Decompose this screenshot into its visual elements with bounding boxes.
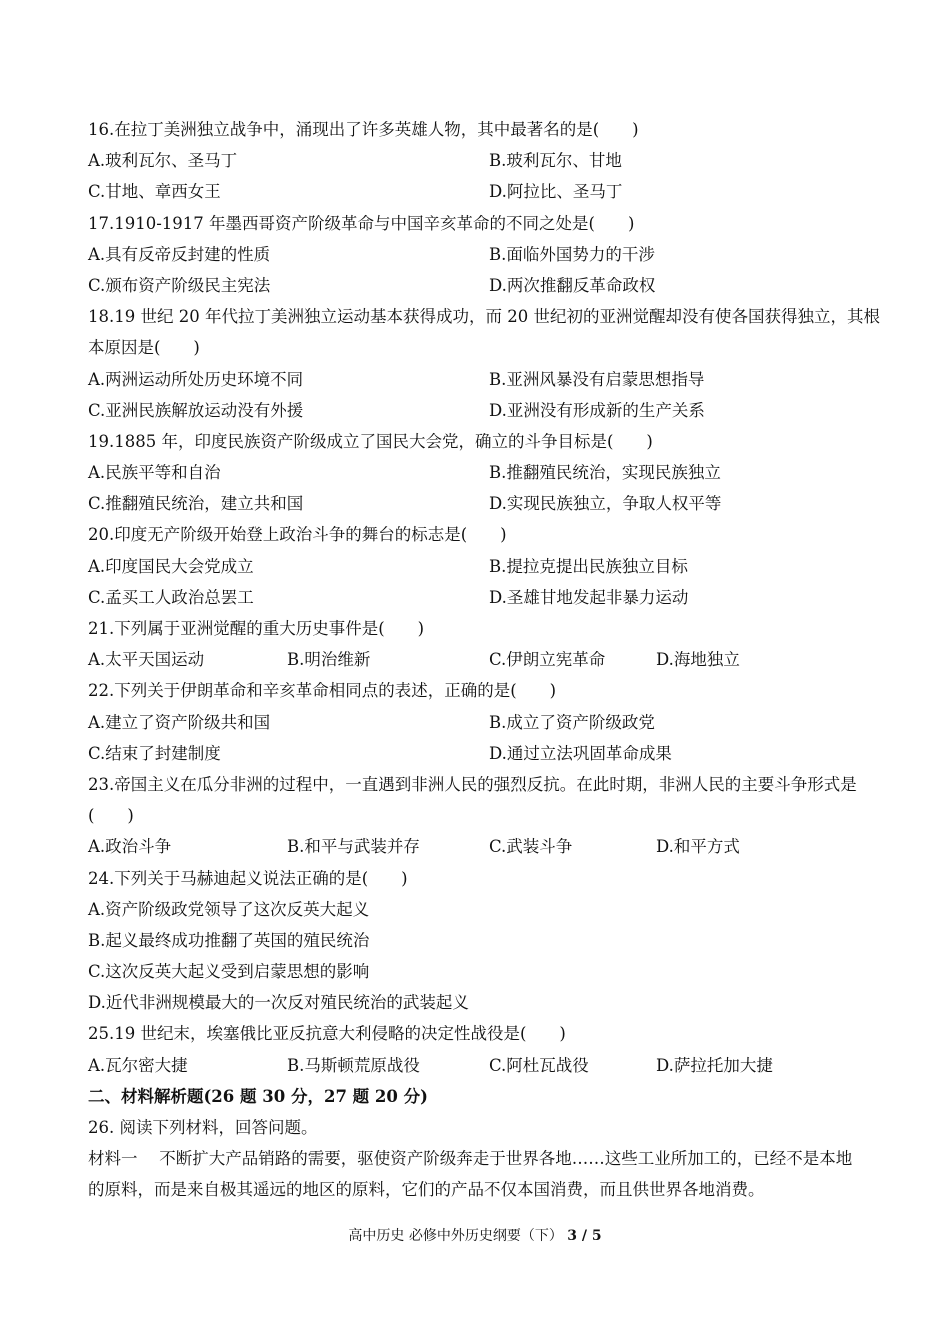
option-d: D.萨拉托加大捷 (656, 1055, 773, 1075)
option-b: B.和平与武装并存 (287, 837, 420, 857)
question-24-stem: 24.下列关于马赫迪起义说法正确的是( ) (88, 868, 408, 888)
option-a: A.民族平等和自治 (88, 463, 221, 483)
option-c: C.推翻殖民统治，建立共和国 (88, 494, 304, 514)
option-b: B.明治维新 (287, 650, 371, 670)
question-23-options (88, 831, 868, 862)
question-22-stem: 22.下列关于伊朗革命和辛亥革命相同点的表述，正确的是( ) (88, 681, 557, 701)
question-18-options-row2 (88, 395, 868, 426)
page-number: 3 / 5 (567, 1228, 602, 1244)
question-25-options (88, 1050, 868, 1081)
option-b: B.起义最终成功推翻了英国的殖民统治 (88, 930, 370, 950)
question-20-options-row1 (88, 551, 868, 582)
option-a: A.具有反帝反封建的性质 (88, 244, 271, 264)
question-19-options-row2 (88, 488, 868, 519)
question-23-stem-line1: 23.帝国主义在瓜分非洲的过程中，一直遇到非洲人民的强烈反抗。在此时期，非洲人民的主要斗争形式是 (88, 774, 857, 794)
option-c: C.亚洲民族解放运动没有外援 (88, 400, 304, 420)
option-d: D.两次推翻反革命政权 (489, 275, 656, 295)
question-18-stem-line2: 本原因是( ) (88, 338, 200, 358)
option-d: D.亚洲没有形成新的生产关系 (489, 400, 705, 420)
question-17-stem: 17.1910-1917 年墨西哥资产阶级革命与中国辛亥革命的不同之处是( ) (88, 213, 635, 233)
option-c: C.甘地、章西女王 (88, 182, 221, 202)
option-c: C.孟买工人政治总罢工 (88, 587, 254, 607)
question-18-stem-line1: 18.19 世纪 20 年代拉丁美洲独立运动基本获得成功，而 20 世纪初的亚洲觉醒却没有使各国获得独立，其根 (88, 307, 880, 327)
option-b: B.推翻殖民统治，实现民族独立 (489, 463, 721, 483)
question-18-options-row1 (88, 364, 868, 395)
question-16-options-row1 (88, 145, 868, 176)
option-a: A.玻利瓦尔、圣马丁 (88, 151, 238, 171)
option-a: A.两洲运动所处历史环境不同 (88, 369, 304, 389)
question-22-options-row2 (88, 738, 868, 769)
section-2-heading: 二、材料解析题(26 题 30 分，27 题 20 分) (88, 1086, 428, 1106)
question-21-stem: 21.下列属于亚洲觉醒的重大历史事件是( ) (88, 619, 425, 638)
option-a: A.印度国民大会党成立 (88, 556, 254, 576)
option-b: B.提拉克提出民族独立目标 (489, 556, 688, 576)
option-c: C.武装斗争 (489, 837, 573, 857)
option-d: D.实现民族独立，争取人权平等 (489, 494, 722, 514)
option-c: C.颁布资产阶级民主宪法 (88, 275, 271, 295)
option-d: D.圣雄甘地发起非暴力运动 (489, 587, 689, 607)
option-a: A.太平天国运动 (88, 650, 205, 670)
material-1-line2: 的原料，而是来自极其遥远的地区的原料，它们的产品不仅本国消费，而且供世界各地消费。 (88, 1180, 765, 1200)
material-1-line1: 材料一 不断扩大产品销路的需要，驱使资产阶级奔走于世界各地……这些工业所加工的，已经不是本地 (88, 1149, 853, 1169)
question-16-options-row2 (88, 176, 868, 207)
option-c: C.这次反英大起义受到启蒙思想的影响 (88, 962, 370, 982)
page-footer (0, 1225, 950, 1245)
question-16-stem: 16.在拉丁美洲独立战争中，涌现出了许多英雄人物，其中最著名的是( ) (88, 120, 639, 139)
question-17-options-row1 (88, 239, 868, 270)
option-a: A.建立了资产阶级共和国 (88, 712, 271, 732)
option-c: C.伊朗立宪革命 (489, 650, 606, 670)
question-19-options-row1 (88, 457, 868, 488)
option-b: B.面临外国势力的干涉 (489, 244, 655, 264)
question-20-options-row2 (88, 582, 868, 613)
option-a: A.政治斗争 (88, 837, 172, 857)
option-a: A.瓦尔密大捷 (88, 1055, 188, 1075)
option-b: B.玻利瓦尔、甘地 (489, 151, 622, 171)
question-22-options-row1 (88, 707, 868, 738)
question-21-options (88, 644, 868, 675)
option-d: D.近代非洲规模最大的一次反对殖民统治的武装起义 (88, 993, 469, 1013)
question-25-stem: 25.19 世纪末，埃塞俄比亚反抗意大利侵略的决定性战役是( ) (88, 1024, 566, 1044)
option-c: C.结束了封建制度 (88, 743, 221, 763)
question-19-stem: 19.1885 年，印度民族资产阶级成立了国民大会党，确立的斗争目标是( ) (88, 431, 653, 451)
option-b: B.马斯顿荒原战役 (287, 1055, 420, 1075)
option-c: C.阿杜瓦战役 (489, 1055, 589, 1075)
option-b: B.成立了资产阶级政党 (489, 712, 655, 732)
option-b: B.亚洲风暴没有启蒙思想指导 (489, 369, 705, 389)
option-d: D.通过立法巩固革命成果 (489, 743, 672, 763)
question-23-stem-line2: ( ) (88, 806, 134, 826)
option-d: D.和平方式 (656, 837, 740, 857)
question-20-stem: 20.印度无产阶级开始登上政治斗争的舞台的标志是( ) (88, 525, 507, 545)
footer-course: 高中历史 必修中外历史纲要（下） (348, 1228, 563, 1244)
option-d: D.海地独立 (656, 650, 740, 670)
option-d: D.阿拉比、圣马丁 (489, 182, 623, 202)
option-a: A.资产阶级政党领导了这次反英大起义 (88, 899, 370, 919)
question-17-options-row2 (88, 270, 868, 301)
question-26-intro: 26. 阅读下列材料，回答问题。 (88, 1118, 318, 1137)
exam-page (88, 114, 880, 1206)
